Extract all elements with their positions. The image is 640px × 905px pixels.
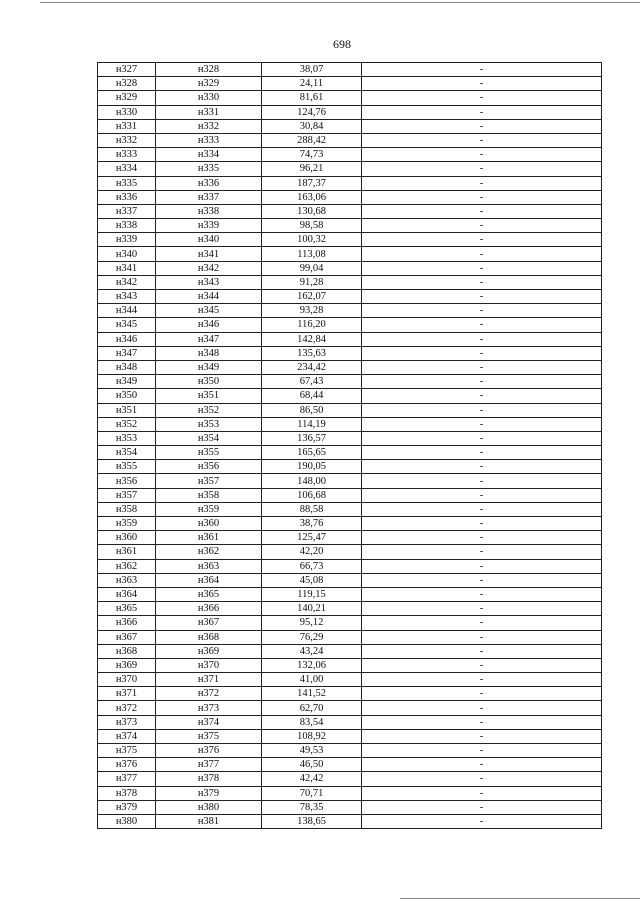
table-row (98, 389, 602, 403)
to-point-cell: н376 (156, 744, 262, 758)
to-point-cell: н374 (156, 715, 262, 729)
to-point-cell: н336 (156, 176, 262, 190)
to-point-cell: н345 (156, 304, 262, 318)
note-cell: - (362, 517, 602, 531)
distance-cell: 138,65 (262, 814, 362, 828)
from-point-cell: н355 (98, 460, 156, 474)
table-row (98, 318, 602, 332)
table-row (98, 148, 602, 162)
table-row (98, 729, 602, 743)
from-point-cell: н380 (98, 814, 156, 828)
table-row (98, 247, 602, 261)
note-cell: - (362, 488, 602, 502)
distance-cell: 83,54 (262, 715, 362, 729)
from-point-cell: н347 (98, 346, 156, 360)
distance-cell: 76,29 (262, 630, 362, 644)
from-point-cell: н346 (98, 332, 156, 346)
to-point-cell: н363 (156, 559, 262, 573)
from-point-cell: н364 (98, 587, 156, 601)
from-point-cell: н362 (98, 559, 156, 573)
from-point-cell: н365 (98, 602, 156, 616)
to-point-cell: н343 (156, 275, 262, 289)
from-point-cell: н363 (98, 573, 156, 587)
from-point-cell: н368 (98, 644, 156, 658)
to-point-cell: н367 (156, 616, 262, 630)
to-point-cell: н368 (156, 630, 262, 644)
table-row (98, 758, 602, 772)
distance-cell: 163,06 (262, 190, 362, 204)
note-cell: - (362, 77, 602, 91)
distance-cell: 106,68 (262, 488, 362, 502)
distance-cell: 86,50 (262, 403, 362, 417)
distance-cell: 132,06 (262, 658, 362, 672)
to-point-cell: н369 (156, 644, 262, 658)
note-cell: - (362, 658, 602, 672)
distance-cell: 91,28 (262, 275, 362, 289)
note-cell: - (362, 616, 602, 630)
from-point-cell: н369 (98, 658, 156, 672)
to-point-cell: н365 (156, 587, 262, 601)
distance-cell: 136,57 (262, 431, 362, 445)
note-cell: - (362, 744, 602, 758)
to-point-cell: н353 (156, 417, 262, 431)
note-cell: - (362, 219, 602, 233)
table-row (98, 119, 602, 133)
distance-cell: 88,58 (262, 502, 362, 516)
distance-cell: 108,92 (262, 729, 362, 743)
note-cell: - (362, 630, 602, 644)
from-point-cell: н371 (98, 687, 156, 701)
to-point-cell: н371 (156, 673, 262, 687)
from-point-cell: н337 (98, 204, 156, 218)
to-point-cell: н356 (156, 460, 262, 474)
note-cell: - (362, 446, 602, 460)
to-point-cell: н341 (156, 247, 262, 261)
table-row (98, 304, 602, 318)
note-cell: - (362, 148, 602, 162)
to-point-cell: н340 (156, 233, 262, 247)
table-row (98, 261, 602, 275)
to-point-cell: н335 (156, 162, 262, 176)
from-point-cell: н328 (98, 77, 156, 91)
table-row (98, 417, 602, 431)
distance-cell: 46,50 (262, 758, 362, 772)
note-cell: - (362, 375, 602, 389)
table-row (98, 602, 602, 616)
to-point-cell: н351 (156, 389, 262, 403)
from-point-cell: н376 (98, 758, 156, 772)
note-cell: - (362, 417, 602, 431)
table-row (98, 332, 602, 346)
from-point-cell: н340 (98, 247, 156, 261)
table-row (98, 502, 602, 516)
table-row (98, 786, 602, 800)
table-row (98, 446, 602, 460)
to-point-cell: н330 (156, 91, 262, 105)
from-point-cell: н339 (98, 233, 156, 247)
distance-cell: 165,65 (262, 446, 362, 460)
distance-cell: 70,71 (262, 786, 362, 800)
table-row (98, 204, 602, 218)
from-point-cell: н333 (98, 148, 156, 162)
from-point-cell: н343 (98, 290, 156, 304)
distance-cell: 42,42 (262, 772, 362, 786)
table-row (98, 587, 602, 601)
table-row (98, 176, 602, 190)
distance-cell: 96,21 (262, 162, 362, 176)
from-point-cell: н378 (98, 786, 156, 800)
note-cell: - (362, 729, 602, 743)
from-point-cell: н357 (98, 488, 156, 502)
from-point-cell: н367 (98, 630, 156, 644)
distance-cell: 140,21 (262, 602, 362, 616)
from-point-cell: н331 (98, 119, 156, 133)
note-cell: - (362, 275, 602, 289)
note-cell: - (362, 176, 602, 190)
table-row (98, 644, 602, 658)
note-cell: - (362, 502, 602, 516)
distance-cell: 135,63 (262, 346, 362, 360)
distance-cell: 38,76 (262, 517, 362, 531)
table-row (98, 517, 602, 531)
note-cell: - (362, 559, 602, 573)
from-point-cell: н351 (98, 403, 156, 417)
to-point-cell: н347 (156, 332, 262, 346)
table-row (98, 233, 602, 247)
to-point-cell: н333 (156, 133, 262, 147)
note-cell: - (362, 360, 602, 374)
table-row (98, 800, 602, 814)
to-point-cell: н370 (156, 658, 262, 672)
distance-cell: 42,20 (262, 545, 362, 559)
to-point-cell: н329 (156, 77, 262, 91)
note-cell: - (362, 204, 602, 218)
note-cell: - (362, 687, 602, 701)
distance-cell: 113,08 (262, 247, 362, 261)
note-cell: - (362, 673, 602, 687)
distance-cell: 74,73 (262, 148, 362, 162)
distance-cell: 124,76 (262, 105, 362, 119)
table-row (98, 431, 602, 445)
to-point-cell: н355 (156, 446, 262, 460)
from-point-cell: н361 (98, 545, 156, 559)
from-point-cell: н334 (98, 162, 156, 176)
to-point-cell: н342 (156, 261, 262, 275)
to-point-cell: н373 (156, 701, 262, 715)
table-row (98, 488, 602, 502)
table-row (98, 559, 602, 573)
from-point-cell: н341 (98, 261, 156, 275)
table-row (98, 673, 602, 687)
page-number: 698 (333, 37, 351, 51)
to-point-cell: н334 (156, 148, 262, 162)
scan-edge-bottom (400, 898, 640, 899)
from-point-cell: н360 (98, 531, 156, 545)
from-point-cell: н338 (98, 219, 156, 233)
to-point-cell: н375 (156, 729, 262, 743)
note-cell: - (362, 715, 602, 729)
from-point-cell: н345 (98, 318, 156, 332)
table-row (98, 658, 602, 672)
from-point-cell: н332 (98, 133, 156, 147)
note-cell: - (362, 318, 602, 332)
note-cell: - (362, 814, 602, 828)
table-row (98, 814, 602, 828)
distance-cell: 30,84 (262, 119, 362, 133)
table-row (98, 219, 602, 233)
distance-cell: 95,12 (262, 616, 362, 630)
to-point-cell: н364 (156, 573, 262, 587)
table-row (98, 630, 602, 644)
from-point-cell: н327 (98, 63, 156, 77)
to-point-cell: н379 (156, 786, 262, 800)
table-row (98, 460, 602, 474)
distance-cell: 38,07 (262, 63, 362, 77)
note-cell: - (362, 190, 602, 204)
table-row (98, 687, 602, 701)
from-point-cell: н366 (98, 616, 156, 630)
note-cell: - (362, 460, 602, 474)
to-point-cell: н339 (156, 219, 262, 233)
to-point-cell: н359 (156, 502, 262, 516)
from-point-cell: н358 (98, 502, 156, 516)
to-point-cell: н360 (156, 517, 262, 531)
from-point-cell: н375 (98, 744, 156, 758)
distance-cell: 130,68 (262, 204, 362, 218)
to-point-cell: н328 (156, 63, 262, 77)
note-cell: - (362, 602, 602, 616)
distance-cell: 67,43 (262, 375, 362, 389)
from-point-cell: н348 (98, 360, 156, 374)
note-cell: - (362, 133, 602, 147)
distance-cell: 99,04 (262, 261, 362, 275)
note-cell: - (362, 332, 602, 346)
note-cell: - (362, 758, 602, 772)
from-point-cell: н350 (98, 389, 156, 403)
table-row (98, 360, 602, 374)
to-point-cell: н348 (156, 346, 262, 360)
distance-cell: 162,07 (262, 290, 362, 304)
distance-cell: 288,42 (262, 133, 362, 147)
table-row (98, 531, 602, 545)
note-cell: - (362, 63, 602, 77)
table-row (98, 701, 602, 715)
note-cell: - (362, 587, 602, 601)
distance-cell: 119,15 (262, 587, 362, 601)
to-point-cell: н344 (156, 290, 262, 304)
distance-cell: 41,00 (262, 673, 362, 687)
from-point-cell: н354 (98, 446, 156, 460)
scan-edge-top (40, 2, 640, 3)
to-point-cell: н352 (156, 403, 262, 417)
from-point-cell: н344 (98, 304, 156, 318)
to-point-cell: н332 (156, 119, 262, 133)
table-row (98, 162, 602, 176)
table-row (98, 275, 602, 289)
distance-cell: 62,70 (262, 701, 362, 715)
to-point-cell: н338 (156, 204, 262, 218)
distance-cell: 68,44 (262, 389, 362, 403)
note-cell: - (362, 573, 602, 587)
distance-cell: 190,05 (262, 460, 362, 474)
distance-cell: 187,37 (262, 176, 362, 190)
distance-cell: 43,24 (262, 644, 362, 658)
distance-cell: 24,11 (262, 77, 362, 91)
to-point-cell: н354 (156, 431, 262, 445)
from-point-cell: н373 (98, 715, 156, 729)
table-row (98, 715, 602, 729)
note-cell: - (362, 91, 602, 105)
to-point-cell: н337 (156, 190, 262, 204)
note-cell: - (362, 772, 602, 786)
to-point-cell: н357 (156, 474, 262, 488)
to-point-cell: н381 (156, 814, 262, 828)
table-row (98, 133, 602, 147)
note-cell: - (362, 290, 602, 304)
from-point-cell: н353 (98, 431, 156, 445)
from-point-cell: н379 (98, 800, 156, 814)
from-point-cell: н356 (98, 474, 156, 488)
to-point-cell: н366 (156, 602, 262, 616)
table-body (98, 63, 602, 829)
distance-cell: 114,19 (262, 417, 362, 431)
table-row (98, 772, 602, 786)
from-point-cell: н374 (98, 729, 156, 743)
note-cell: - (362, 162, 602, 176)
note-cell: - (362, 531, 602, 545)
note-cell: - (362, 346, 602, 360)
distance-cell: 234,42 (262, 360, 362, 374)
note-cell: - (362, 701, 602, 715)
table-row (98, 375, 602, 389)
table-row (98, 190, 602, 204)
from-point-cell: н342 (98, 275, 156, 289)
note-cell: - (362, 545, 602, 559)
note-cell: - (362, 786, 602, 800)
table-row (98, 91, 602, 105)
note-cell: - (362, 261, 602, 275)
data-table (97, 62, 602, 829)
to-point-cell: н358 (156, 488, 262, 502)
distance-cell: 141,52 (262, 687, 362, 701)
from-point-cell: н330 (98, 105, 156, 119)
to-point-cell: н380 (156, 800, 262, 814)
note-cell: - (362, 304, 602, 318)
table-row (98, 474, 602, 488)
table-row (98, 573, 602, 587)
table-row (98, 105, 602, 119)
distance-cell: 98,58 (262, 219, 362, 233)
table-row (98, 77, 602, 91)
table-row (98, 545, 602, 559)
from-point-cell: н329 (98, 91, 156, 105)
to-point-cell: н372 (156, 687, 262, 701)
distance-cell: 66,73 (262, 559, 362, 573)
distance-cell: 100,32 (262, 233, 362, 247)
note-cell: - (362, 105, 602, 119)
to-point-cell: н350 (156, 375, 262, 389)
note-cell: - (362, 233, 602, 247)
distance-cell: 142,84 (262, 332, 362, 346)
table-row (98, 346, 602, 360)
table-row (98, 616, 602, 630)
from-point-cell: н377 (98, 772, 156, 786)
distance-cell: 93,28 (262, 304, 362, 318)
from-point-cell: н372 (98, 701, 156, 715)
to-point-cell: н362 (156, 545, 262, 559)
from-point-cell: н352 (98, 417, 156, 431)
to-point-cell: н346 (156, 318, 262, 332)
table-row (98, 403, 602, 417)
table-row (98, 290, 602, 304)
from-point-cell: н370 (98, 673, 156, 687)
distance-cell: 45,08 (262, 573, 362, 587)
note-cell: - (362, 800, 602, 814)
from-point-cell: н335 (98, 176, 156, 190)
from-point-cell: н336 (98, 190, 156, 204)
to-point-cell: н331 (156, 105, 262, 119)
table-row (98, 744, 602, 758)
table-row (98, 63, 602, 77)
note-cell: - (362, 389, 602, 403)
to-point-cell: н361 (156, 531, 262, 545)
note-cell: - (362, 431, 602, 445)
to-point-cell: н377 (156, 758, 262, 772)
distance-cell: 125,47 (262, 531, 362, 545)
distance-cell: 116,20 (262, 318, 362, 332)
to-point-cell: н349 (156, 360, 262, 374)
from-point-cell: н349 (98, 375, 156, 389)
from-point-cell: н359 (98, 517, 156, 531)
distance-cell: 81,61 (262, 91, 362, 105)
note-cell: - (362, 644, 602, 658)
distance-cell: 148,00 (262, 474, 362, 488)
note-cell: - (362, 119, 602, 133)
to-point-cell: н378 (156, 772, 262, 786)
note-cell: - (362, 247, 602, 261)
distance-cell: 78,35 (262, 800, 362, 814)
note-cell: - (362, 403, 602, 417)
distance-cell: 49,53 (262, 744, 362, 758)
note-cell: - (362, 474, 602, 488)
